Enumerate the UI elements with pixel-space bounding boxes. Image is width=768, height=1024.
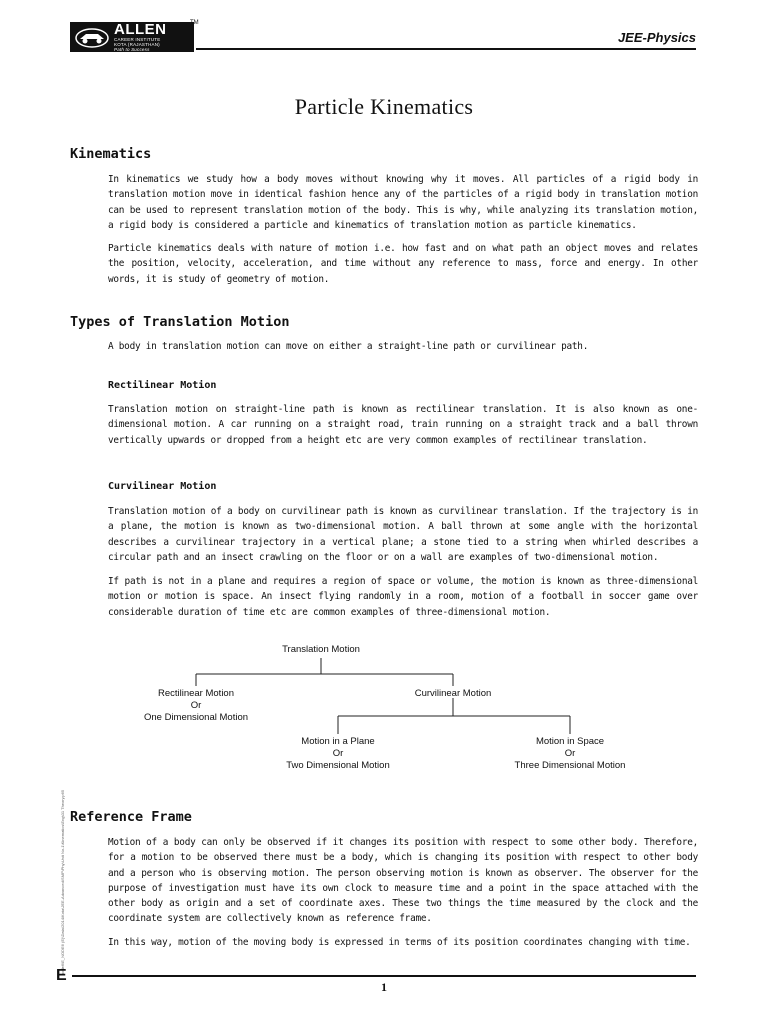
types-intro-paragraph: A body in translation motion can move on either a straight-line path or curvilinear path.	[108, 341, 589, 352]
node-space-line1: Motion in Space	[535, 736, 605, 747]
kinematics-paragraph-1: In kinematics we study how a body moves without knowing why it moves. All particles of a rigid body in translation motion move in identical fashion hence any of the particles of a rigid body in translation motion can be used to represent translation motion of the body. This is why, while analyzing its translation motion, a rigid body is considered a particle and kinematics of translation motion as particle kinematics.	[108, 174, 698, 231]
logo-name: ALLEN	[114, 20, 167, 38]
node-rectilinear-line1: Rectilinear Motion	[157, 688, 235, 699]
node-plane-line1: Motion in a Plane	[301, 736, 375, 747]
kinematics-paragraph-2: Particle kinematics deals with nature of motion i.e. how fast and on what path an object moves and relates the position, velocity, acceleration, and time without any reference to mass, force and energy. In other words, it is study of geometry of motion.	[108, 243, 698, 285]
heading-kinematics: Kinematics	[70, 146, 152, 162]
logo-line2: KOTA (RAJASTHAN)	[114, 41, 160, 47]
curvilinear-paragraph-1: Translation motion of a body on curvilinear path is known as curvilinear translation. If the trajectory is in a plane, the motion is known as two-dimensional motion. A ball thrown at some angle with the horizontal describes a curvilinear trajectory in a vertical plane; a stone tied to a string when whirled describes a circular path and an insect crawling on the floor or on a wall are examples of two-dimensional motion.	[108, 506, 698, 563]
node-curvilinear-motion: Curvilinear Motion	[414, 688, 492, 699]
logo-line1: CAREER INSTITUTE	[114, 36, 161, 42]
heading-types-of-translation: Types of Translation Motion	[70, 314, 290, 330]
node-plane-line3: Two Dimensional Motion	[286, 760, 390, 771]
reference-paragraph-1: Motion of a body can only be observed if it changes its position with respect to some other body. Therefore, for a motion to be observed there must be a body, which is changing its position with respect to other body and a person who is observing motion. The person observing motion is known as observer. The observer for the purpose of investigation must have its own clock to measure time and a point in the space attached with the other body as origin and a set of coordinate axes. These two things the time measured by the clock and the coordinate system are collectively known as reference frame.	[108, 837, 698, 925]
footer-rule	[72, 975, 696, 977]
heading-rectilinear-motion: Rectilinear Motion	[108, 380, 217, 391]
node-rectilinear-line3: One Dimensional Motion	[143, 712, 249, 723]
heading-reference-frame: Reference Frame	[70, 809, 192, 825]
allen-logo	[70, 22, 194, 52]
subject-header: JEE-Physics	[617, 30, 696, 45]
page-title: Particle Kinematics	[294, 94, 474, 119]
page-number: 1	[381, 980, 387, 994]
rectilinear-paragraph: Translation motion on straight-line path is known as rectilinear translation. It is also known as one-dimensional motion. A car running on a straight road, train running on a straight track and a ball thrown vertically upwards or dropped from a height etc are very common examples of rectilinear translation.	[108, 404, 698, 446]
node-space-line3: Three Dimensional Motion	[514, 760, 626, 771]
edge-letter: E	[56, 967, 67, 984]
car-emblem-icon	[74, 24, 110, 50]
node-plane-line2: Or	[332, 748, 344, 759]
node-rectilinear-line2: Or	[190, 700, 202, 711]
reference-paragraph-2: In this way, motion of the moving body is expressed in terms of its position coordinates changing with time.	[108, 937, 691, 948]
logo-tagline: Path to Success	[114, 46, 150, 52]
curvilinear-paragraph-2: If path is not in a plane and requires a region of space or volume, the motion is known as three-dimensional motion or motion is space. An insect flying randomly in a room, motion of a football in soccer game over considerable duration of time etc are common examples of three-dimensional motion.	[108, 576, 698, 618]
node-translation-motion: Translation Motion	[282, 644, 360, 655]
heading-curvilinear-motion: Curvilinear Motion	[108, 481, 217, 492]
node-space-line2: Or	[564, 748, 576, 759]
header-rule	[196, 48, 696, 50]
trademark-mark: TM	[190, 20, 199, 26]
side-file-path: node6\E_NODE6 (E)\Data\2014\Kota\JEE-Advanced\SMP\Phy\Unit No-1\Kinematics\Eng\01 Theory.p65	[60, 789, 65, 975]
translation-motion-diagram	[130, 638, 630, 778]
